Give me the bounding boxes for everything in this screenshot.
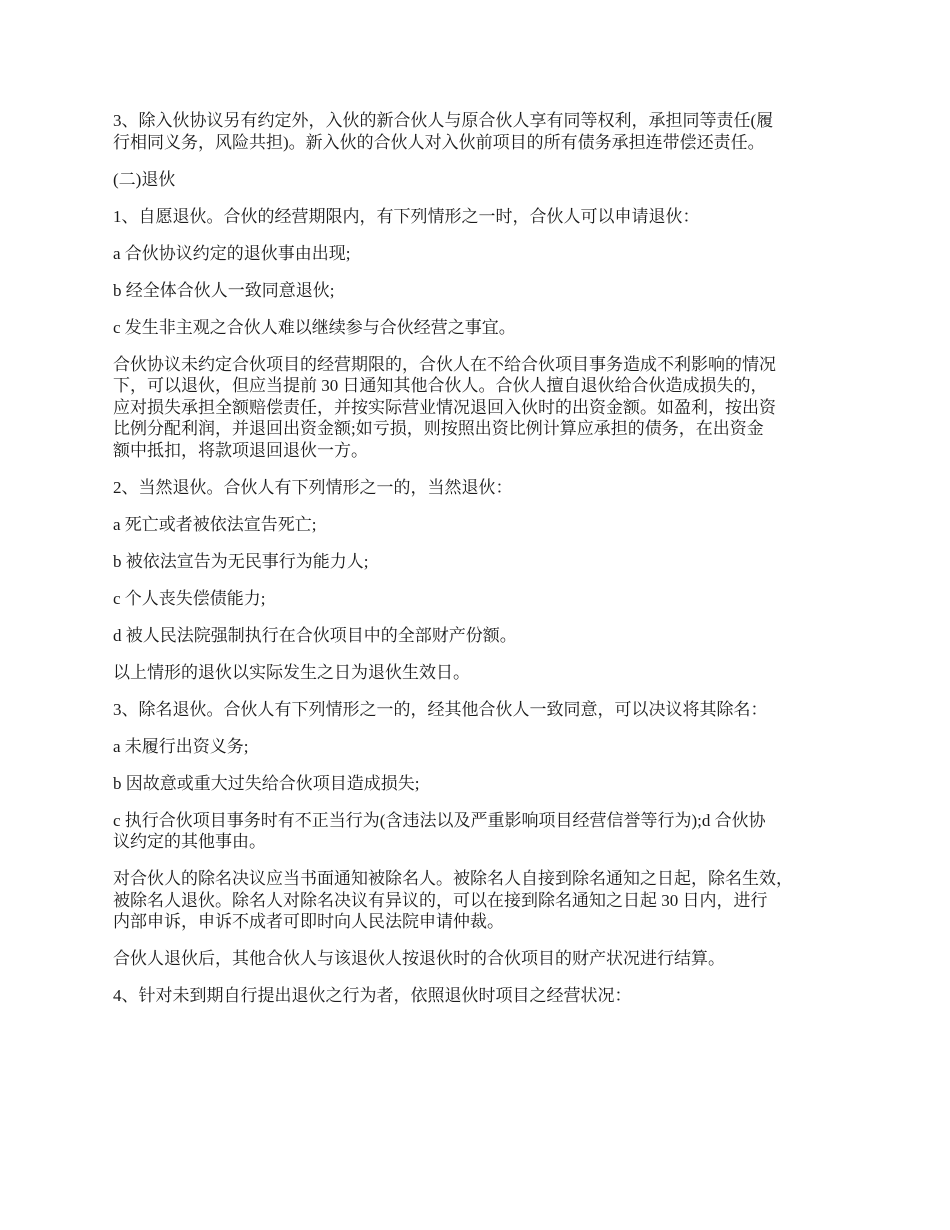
list-item-2d: d 被人民法院强制执行在合伙项目中的全部财产份额。 (113, 625, 517, 645)
list-item-2c: c 个人丧失偿债能力; (113, 588, 266, 608)
paragraph-settlement: 合伙人退伙后，其他合伙人与该退伙人按退伙时的合伙项目的财产状况进行结算。 (113, 949, 725, 968)
clause-3-expulsion: 3、除名退伙。合伙人有下列情形之一的，经其他合伙人一致同意，可以决议将其除名： (113, 699, 768, 719)
paragraph-expulsion-notice: 对合伙人的除名决议应当书面通知被除名人。被除名人自接到除名通知之日起，除名生效， 被除名人退伙。除名人对除名决议有异议的，可以在接到除名通知之日起 30 日内，进行 内部申诉，申诉不成者可即时向人民法院申请仲裁。 (113, 869, 793, 931)
section-heading-withdrawal: (二)退伙 (113, 169, 176, 189)
list-item-2b: b 被依法宣告为无民事行为能力人; (113, 551, 369, 571)
list-item-1a: a 合伙协议约定的退伙事由出现; (113, 243, 351, 263)
list-item-3b: b 因故意或重大过失给合伙项目造成损失; (113, 773, 420, 793)
list-item-3a: a 未履行出资义务; (113, 736, 249, 756)
clause-4-early-withdrawal: 4、针对未到期自行提出退伙之行为者，依照退伙时项目之经营状况： (113, 986, 632, 1005)
document-page (113, 110, 839, 1022)
list-item-2a: a 死亡或者被依法宣告死亡; (113, 514, 317, 534)
list-item-3c-3d: c 执行合伙项目事务时有不正当行为(含违法以及严重影响项目经营信誉等行为);d 合伙协 议约定的其他事由。 (113, 810, 766, 851)
paragraph-effective-date: 以上情形的退伙以实际发生之日为退伙生效日。 (113, 662, 470, 682)
clause-1-voluntary-withdrawal: 1、自愿退伙。合伙的经营期限内，有下列情形之一时，合伙人可以申请退伙： (113, 206, 700, 226)
list-item-1b: b 经全体合伙人一致同意退伙; (113, 280, 335, 300)
list-item-1c: c 发生非主观之合伙人难以继续参与合伙经营之事宜。 (113, 317, 516, 337)
clause-2-automatic-withdrawal: 2、当然退伙。合伙人有下列情形之一的，当然退伙： (113, 477, 513, 497)
paragraph-unspecified-term: 合伙协议未约定合伙项目的经营期限的，合伙人在不给合伙项目事务造成不利影响的情况 下，可以退伙，但应当提前 30 日通知其他合伙人。合伙人擅自退伙给合伙造成损失的， 应对损失承担全额赔偿责任，并按实际营业情况退回入伙时的出资金额。如盈利，按出资 比例分配利润，并退回出资金额;如亏损，则按照出资比例计算应承担的债务，在出资金 额中抵扣，将款项退回退伙一方。 (113, 354, 776, 460)
clause-3-admission-rights: 3、除入伙协议另有约定外，入伙的新合伙人与原合伙人享有同等权利，承担同等责任(履 行相同义务，风险共担)。新入伙的合伙人对入伙前项目的所有债务承担连带偿还责任。 (113, 111, 774, 152)
